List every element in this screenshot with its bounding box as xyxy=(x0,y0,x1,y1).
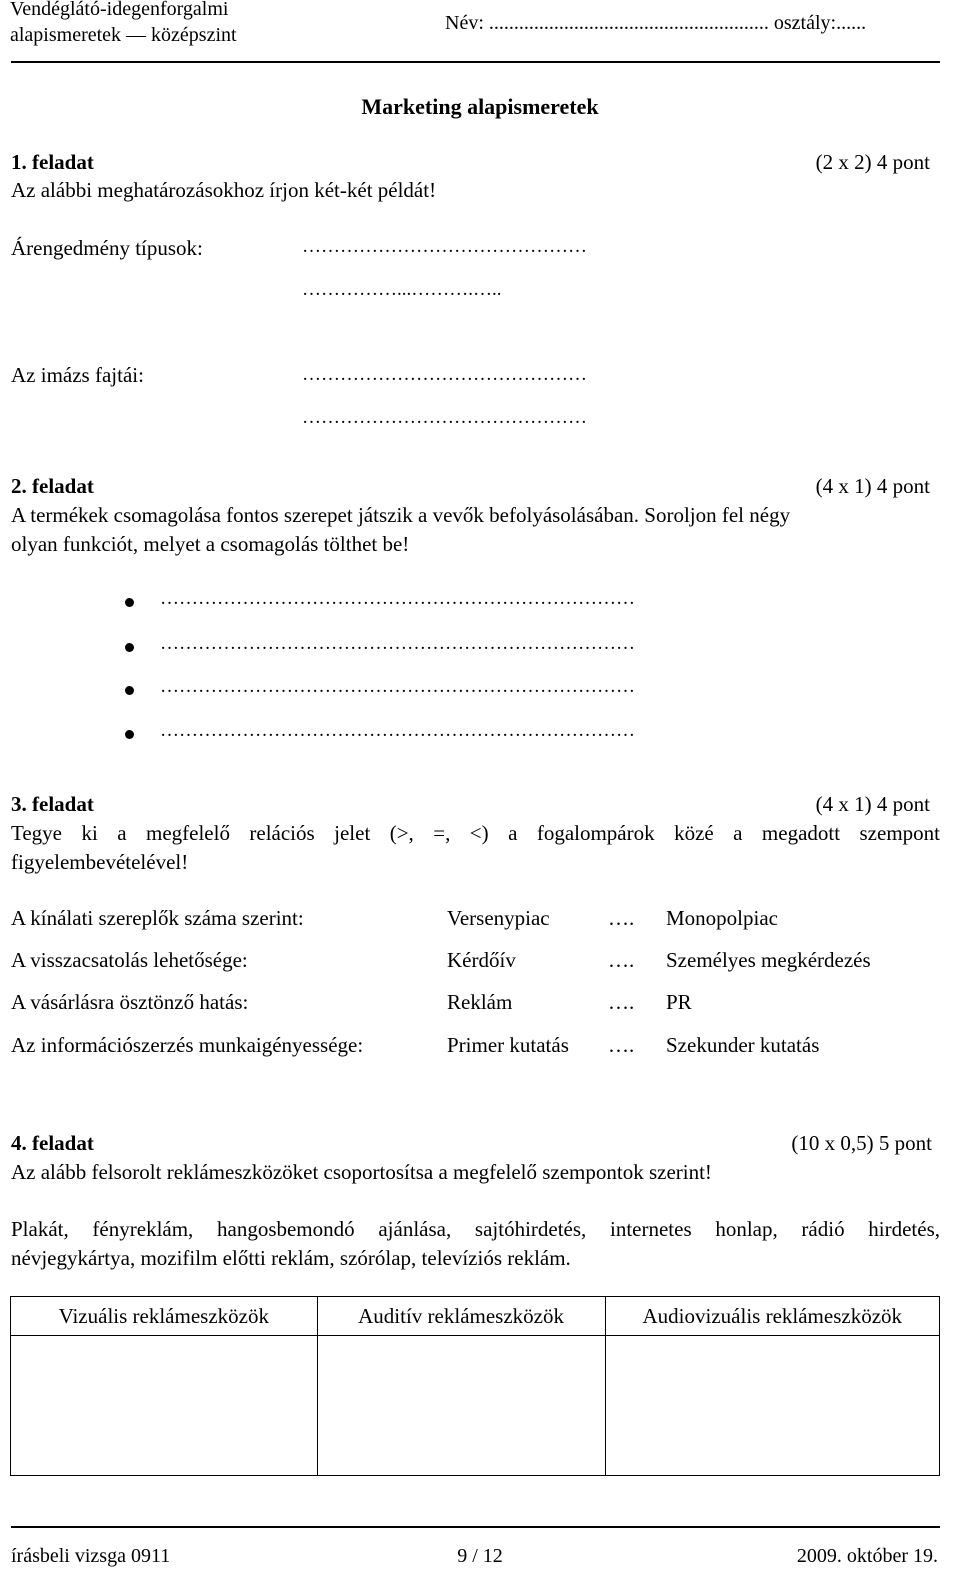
task2-bullet-2 xyxy=(125,643,134,652)
task3-row3-criterion: A vásárlásra ösztönző hatás: xyxy=(11,990,249,1014)
table-header-visual: Vizuális reklámeszközök xyxy=(11,1297,318,1336)
task2-label: 2. feladat xyxy=(11,474,94,498)
task2-instruction-line2: olyan funkciót, melyet a csomagolás tölthet be! xyxy=(11,532,410,556)
task2-bullet-3 xyxy=(125,686,134,695)
task3-row4-criterion: Az információszerzés munkaigényessége: xyxy=(11,1033,364,1057)
task3-row1-right: Monopolpiac xyxy=(666,906,778,930)
task3-row1-left: Versenypiac xyxy=(447,906,550,930)
header-subject-line2: alapismeretek — középszint xyxy=(10,24,237,46)
task1-q1-answer-line1: ……………………………………… xyxy=(302,236,587,257)
footer-page-number: 9 / 12 xyxy=(457,1545,503,1567)
task3-row2-left: Kérdőív xyxy=(447,948,516,972)
task3-instruction-line1: Tegye ki a megfelelő relációs jelet (>, =, <) a fogalompárok közé a megadott szempont xyxy=(11,821,940,845)
page-title: Marketing alapismeretek xyxy=(361,94,599,119)
task3-instruction-line2: figyelembevételével! xyxy=(11,850,189,874)
task1-q1-answer-line2: ……………...……….….. xyxy=(302,279,502,300)
task1-points: (2 x 2) 4 pont xyxy=(815,150,930,174)
task3-row2-criterion: A visszacsatolás lehetősége: xyxy=(11,948,248,972)
table-header-audio: Auditív reklámeszközök xyxy=(317,1297,605,1336)
task3-row3-right: PR xyxy=(666,990,692,1014)
task2-answer-line-4: ………………………………………………………………… xyxy=(160,720,635,741)
task3-row1-sign: …. xyxy=(608,906,635,930)
task3-row1-criterion: A kínálati szereplők száma szerint: xyxy=(11,906,304,930)
footer-divider xyxy=(11,1526,940,1528)
task3-row4-right: Szekunder kutatás xyxy=(666,1033,820,1057)
task4-answer-table xyxy=(10,1296,940,1476)
task1-q2-answer-line2: ……………………………………… xyxy=(302,407,587,428)
task3-row3-left: Reklám xyxy=(447,990,513,1014)
task1-q2-answer-line1: ……………………………………… xyxy=(302,364,587,385)
task2-points: (4 x 1) 4 pont xyxy=(815,474,930,498)
table-cell-audio-answer xyxy=(317,1336,605,1476)
header-subject-line1: Vendéglátó-idegenforgalmi xyxy=(10,0,229,20)
task3-row3-sign: …. xyxy=(608,990,635,1014)
task1-q1-label: Árengedmény típusok: xyxy=(11,236,203,260)
header-divider xyxy=(11,61,940,63)
task3-row2-sign: …. xyxy=(608,948,635,972)
task3-points: (4 x 1) 4 pont xyxy=(815,792,930,816)
task1-label: 1. feladat xyxy=(11,150,94,174)
task3-row4-left: Primer kutatás xyxy=(447,1033,569,1057)
table-cell-visual-answer xyxy=(11,1336,318,1476)
footer-date: 2009. október 19. xyxy=(796,1545,938,1567)
task2-instruction-line1: A termékek csomagolása fontos szerepet játszik a vevők befolyásolásában. Soroljon fel négy xyxy=(11,503,791,527)
task2-bullet-1 xyxy=(125,598,134,607)
task4-points: (10 x 0,5) 5 pont xyxy=(791,1131,932,1155)
table-cell-audiovisual-answer xyxy=(605,1336,939,1476)
task4-instruction: Az alább felsorolt reklámeszközöket csoportosítsa a megfelelő szempontok szerint! xyxy=(11,1160,712,1184)
task1-q2-label: Az imázs fajtái: xyxy=(11,363,144,387)
task2-answer-line-2: ………………………………………………………………… xyxy=(160,633,635,654)
task3-row2-right: Személyes megkérdezés xyxy=(666,948,871,972)
task1-instruction: Az alábbi meghatározásokhoz írjon két-két példát! xyxy=(11,178,437,202)
header-name-field: Név: ........................................................ osztály:...... xyxy=(445,12,867,34)
footer-exam-code: írásbeli vizsga 0911 xyxy=(11,1545,171,1567)
task3-label: 3. feladat xyxy=(11,792,94,816)
task4-list-line1: Plakát, fényreklám, hangosbemondó ajánlása, sajtóhirdetés, internetes honlap, rádió hirdetés, xyxy=(11,1217,940,1241)
task3-row4-sign: …. xyxy=(608,1033,635,1057)
task2-answer-line-1: ………………………………………………………………… xyxy=(160,588,635,609)
task4-list-line2: névjegykártya, mozifilm előtti reklám, szórólap, televíziós reklám. xyxy=(11,1246,571,1270)
task2-bullet-4 xyxy=(125,730,134,739)
task4-label: 4. feladat xyxy=(11,1131,94,1155)
task2-answer-line-3: ………………………………………………………………… xyxy=(160,676,635,697)
table-header-audiovisual: Audiovizuális reklámeszközök xyxy=(605,1297,939,1336)
